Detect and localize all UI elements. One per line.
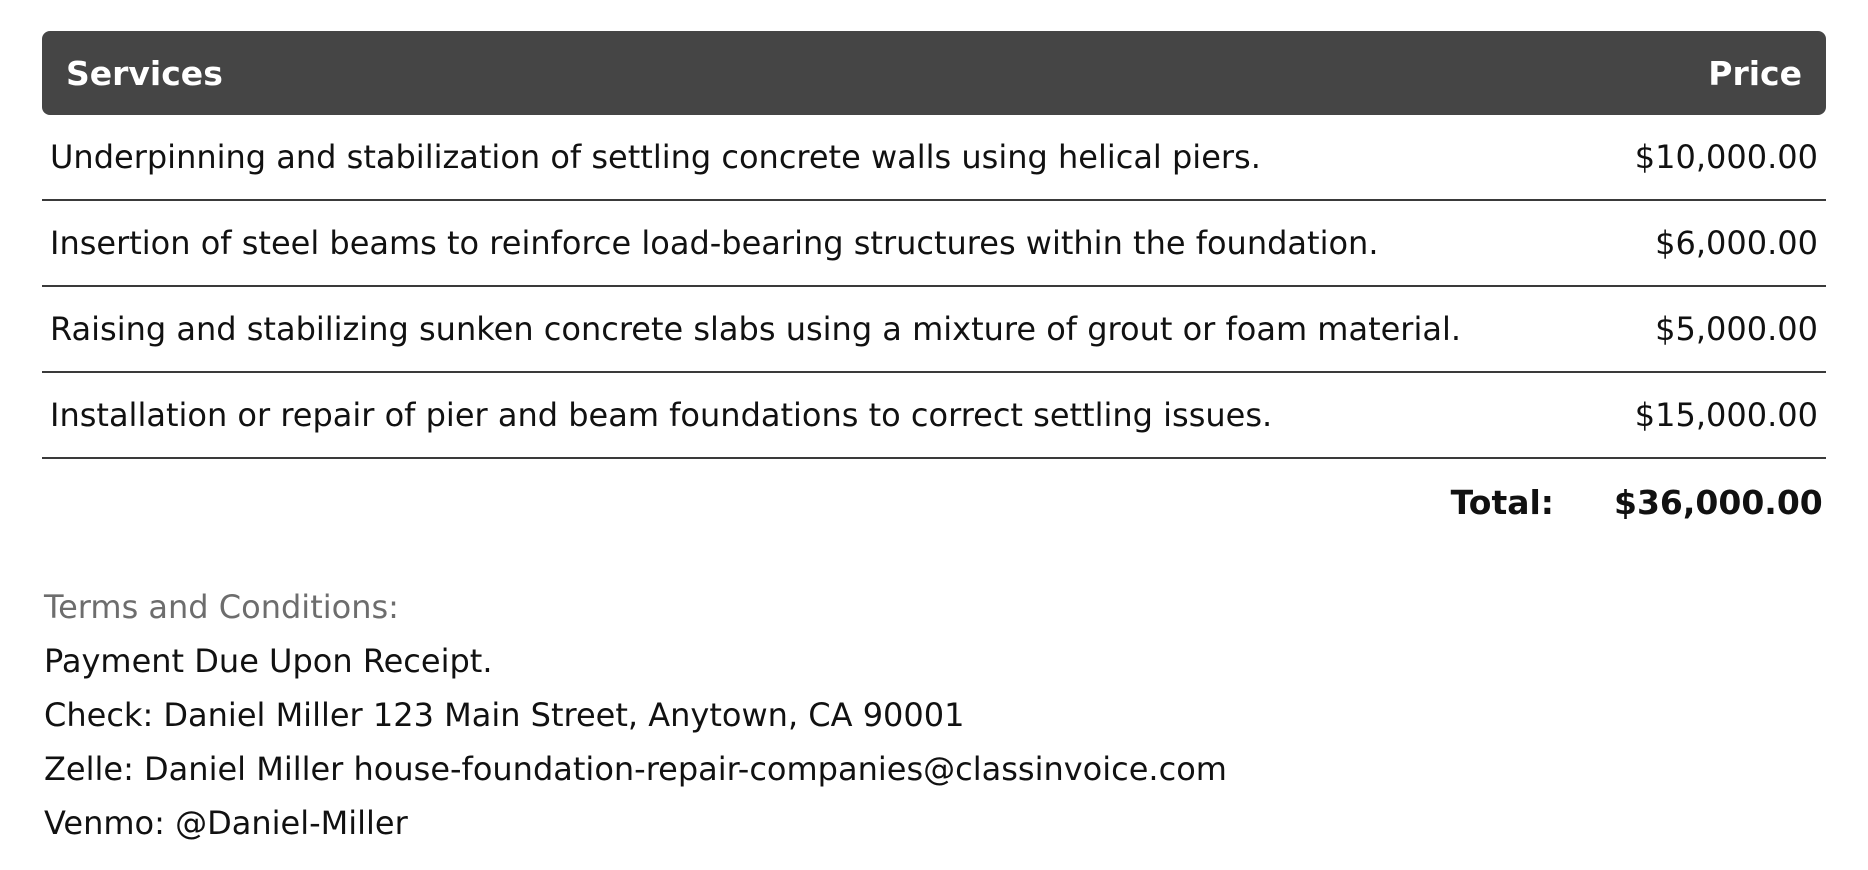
table-row bbox=[42, 200, 1826, 286]
table-row bbox=[42, 286, 1826, 372]
terms-venmo-info: Venmo: @Daniel-Miller bbox=[44, 804, 408, 842]
service-price: $15,000.00 bbox=[1606, 372, 1826, 458]
services-table bbox=[42, 31, 1826, 545]
total-value: $36,000.00 bbox=[1614, 482, 1823, 522]
terms-title: Terms and Conditions: bbox=[44, 588, 399, 626]
service-description: Insertion of steel beams to reinforce load-bearing structures within the foundation. bbox=[42, 200, 1606, 286]
services-table-body bbox=[42, 115, 1826, 545]
services-table-container bbox=[42, 31, 1826, 545]
total-row bbox=[42, 458, 1826, 545]
service-description: Installation or repair of pier and beam foundations to correct settling issues. bbox=[42, 372, 1606, 458]
service-price: $10,000.00 bbox=[1606, 115, 1826, 200]
table-row bbox=[42, 372, 1826, 458]
service-description: Underpinning and stabilization of settling concrete walls using helical piers. bbox=[42, 115, 1606, 200]
total-label: Total: bbox=[1450, 482, 1554, 522]
terms-payment-due: Payment Due Upon Receipt. bbox=[44, 642, 493, 680]
service-description: Raising and stabilizing sunken concrete slabs using a mixture of grout or foam material. bbox=[42, 286, 1606, 372]
price-column-header: Price bbox=[1606, 31, 1826, 115]
terms-check-info: Check: Daniel Miller 123 Main Street, Anytown, CA 90001 bbox=[44, 696, 965, 734]
services-table-header bbox=[42, 31, 1826, 115]
service-price: $5,000.00 bbox=[1606, 286, 1826, 372]
service-price: $6,000.00 bbox=[1606, 200, 1826, 286]
table-row bbox=[42, 115, 1826, 200]
terms-zelle-info: Zelle: Daniel Miller house-foundation-repair-companies@classinvoice.com bbox=[44, 750, 1227, 788]
header-row bbox=[42, 31, 1826, 115]
services-column-header: Services bbox=[42, 31, 1606, 115]
terms-section bbox=[44, 580, 1744, 850]
